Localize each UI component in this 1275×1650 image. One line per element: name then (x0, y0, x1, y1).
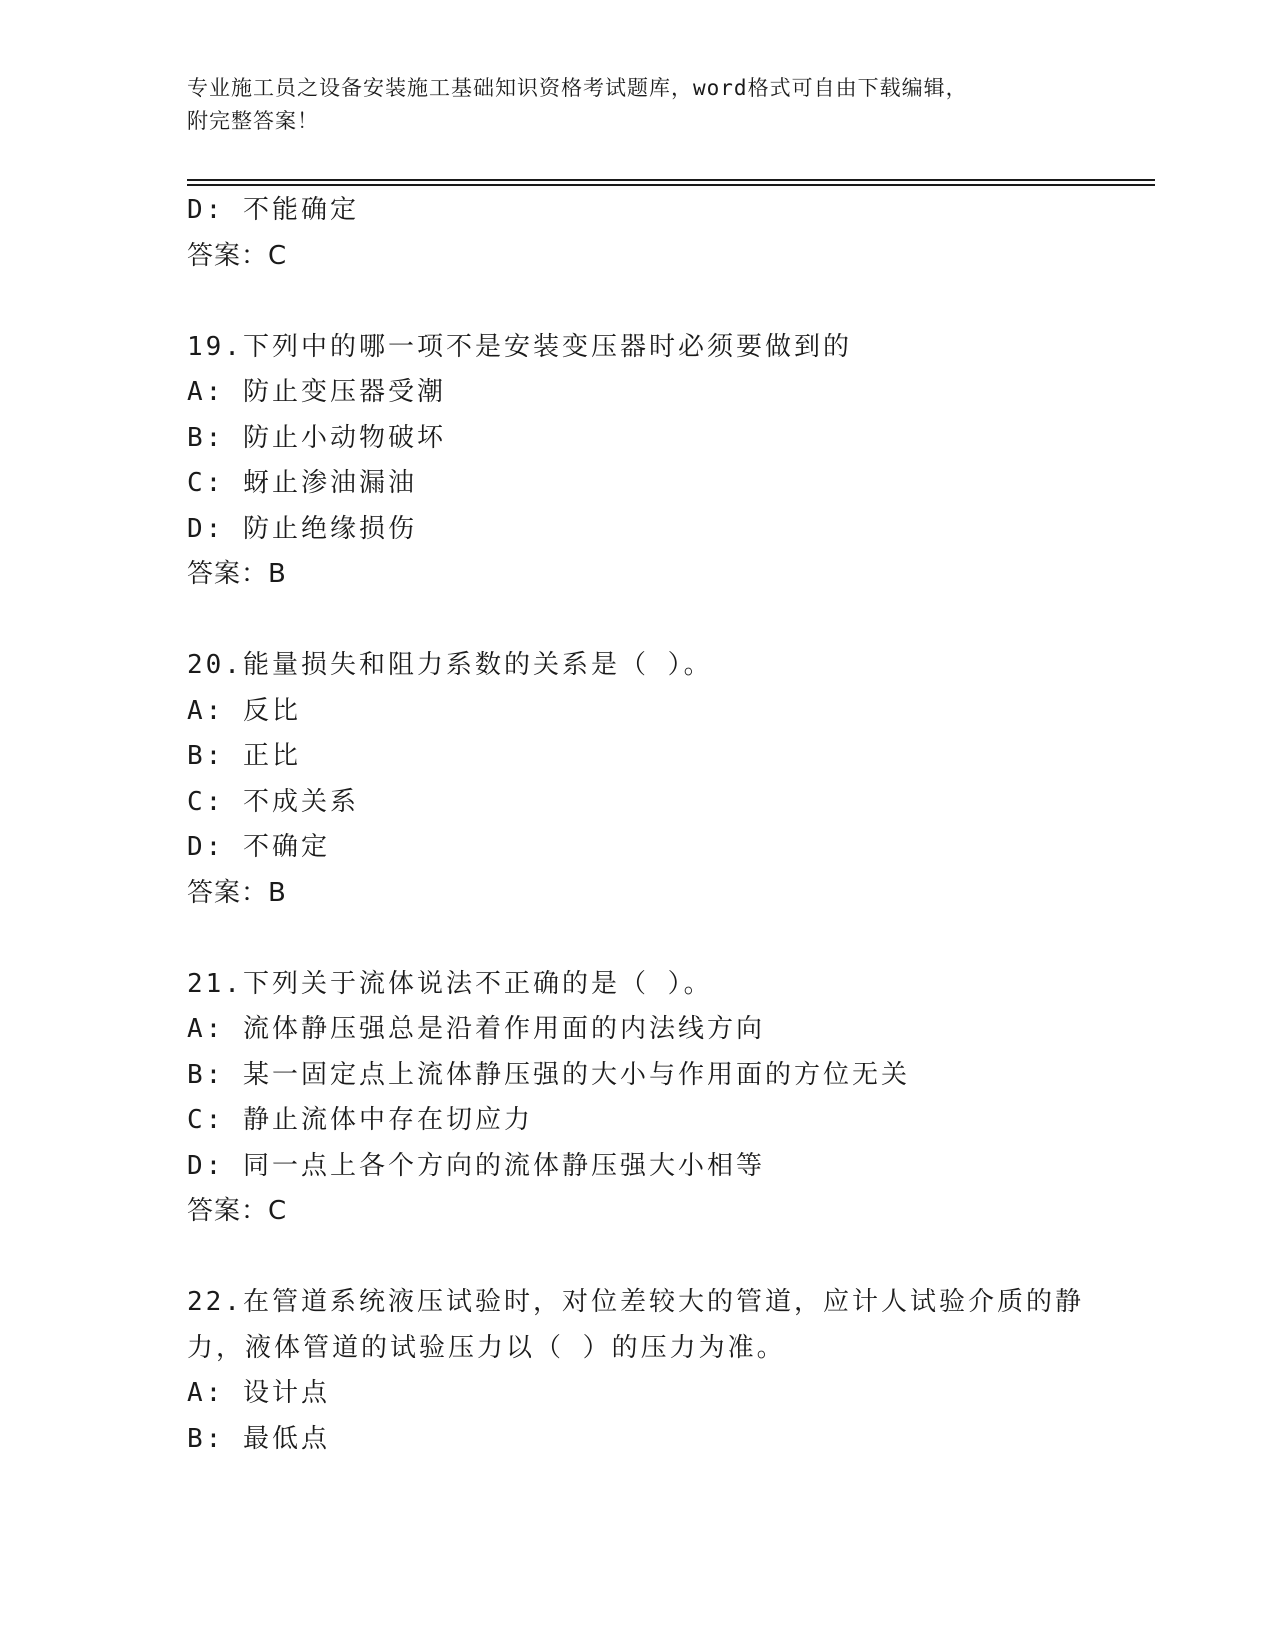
option-c: C: 静止流体中存在切应力 (187, 1105, 533, 1135)
question-19 (187, 325, 1147, 598)
option-d: D: 防止绝缘损伤 (187, 513, 417, 544)
question-text-line-2: 力，液体管道的试验压力以（ ）的压力为准。 (187, 1332, 786, 1363)
option-a: A: 反比 (187, 695, 301, 726)
option-b: B: 最低点 (187, 1423, 330, 1454)
option-c: C: 不成关系 (187, 786, 359, 817)
answer-line: 答案：C (187, 1196, 288, 1226)
answer-line: 答案：C (187, 240, 288, 271)
option-c: C: 蚜止渗油漏油 (187, 468, 417, 498)
option-b: B: 防止小动物破坏 (187, 422, 446, 453)
question-text: 21.下列关于流体说法不正确的是（ ）。 (187, 968, 713, 999)
header-line-1: 专业施工员之设备安装施工基础知识资格考试题库，word格式可自由下载编辑， (187, 76, 968, 100)
option-a: A: 设计点 (187, 1378, 330, 1408)
question-20 (187, 643, 1147, 916)
question-22 (187, 1280, 1147, 1462)
option-d: D: 不确定 (187, 832, 330, 862)
question-text: 19.下列中的哪一项不是安装变压器时必须要做到的 (187, 331, 852, 362)
option-d: D: 不能确定 (187, 195, 359, 225)
header-line-2: 附完整答案！ (187, 109, 319, 133)
question-text: 20.能量损失和阻力系数的关系是（ ）。 (187, 650, 713, 680)
answer-line: 答案：B (187, 877, 287, 908)
option-a: A: 流体静压强总是沿着作用面的内法线方向 (187, 1014, 765, 1044)
header-divider-bottom (187, 184, 1155, 186)
question-21 (187, 962, 1147, 1235)
option-a: A: 防止变压器受潮 (187, 377, 446, 407)
question-text-line-1: 22.在管道系统液压试验时，对位差较大的管道，应计人试验介质的静 (187, 1287, 1084, 1317)
question-list (187, 188, 1147, 1462)
option-d: D: 同一点上各个方向的流体静压强大小相等 (187, 1150, 765, 1181)
option-b: B: 正比 (187, 741, 301, 771)
option-b: B: 某一固定点上流体静压强的大小与作用面的方位无关 (187, 1059, 910, 1090)
document-header (187, 72, 1067, 138)
header-divider-top (187, 179, 1155, 181)
answer-line: 答案：B (187, 559, 287, 589)
